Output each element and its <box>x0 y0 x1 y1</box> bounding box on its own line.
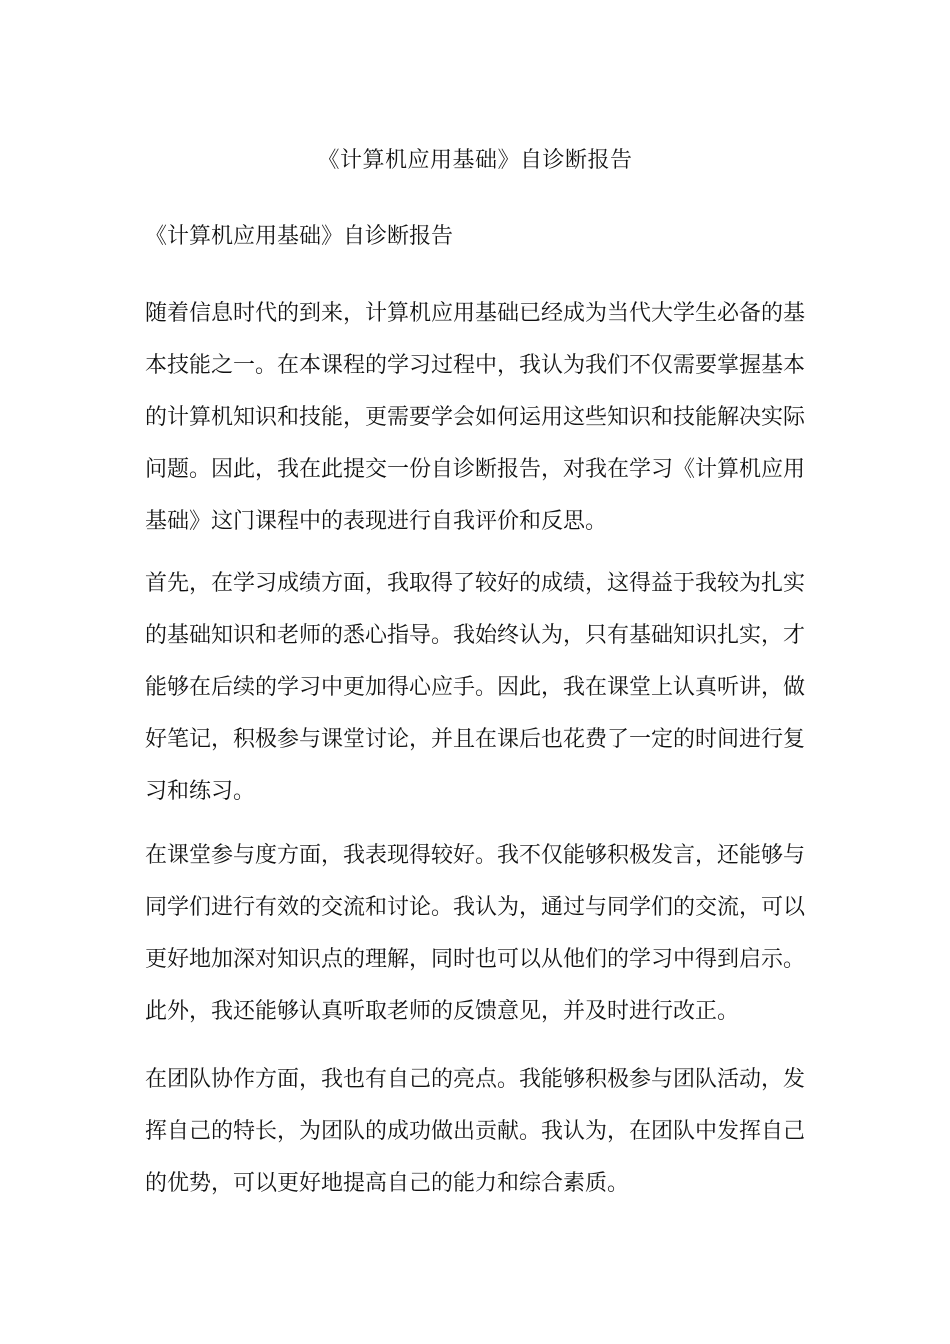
paragraph-intro: 随着信息时代的到来，计算机应用基础已经成为当代大学生必备的基本技能之一。在本课程的学习过程中，我认为我们不仅需要掌握基本的计算机知识和技能，更需要学会如何运用这些知识和技能解决实际问题。因此，我在此提交一份自诊断报告，对我在学习《计算机应用基础》这门课程中的表现进行自我评价和反思。 <box>145 301 806 534</box>
paragraph-participation: 在课堂参与度方面，我表现得较好。我不仅能够积极发言，还能够与同学们进行有效的交流和讨论。我认为，通过与同学们的交流，可以更好地加深对知识点的理解，同时也可以从他们的学习中得到启示。此外，我还能够认真听取老师的反馈意见，并及时进行改正。 <box>145 843 806 1024</box>
document-subtitle: 《计算机应用基础》自诊断报告 <box>145 224 454 249</box>
paragraph-grades: 首先，在学习成绩方面，我取得了较好的成绩，这得益于我较为扎实的基础知识和老师的悉心指导。我始终认为，只有基础知识扎实，才能够在后续的学习中更加得心应手。因此，我在课堂上认真听讲，做好笔记，积极参与课堂讨论，并且在课后也花费了一定的时间进行复习和练习。 <box>145 571 806 804</box>
paragraph-teamwork: 在团队协作方面，我也有自己的亮点。我能够积极参与团队活动，发挥自己的特长，为团队的成功做出贡献。我认为，在团队中发挥自己的优势，可以更好地提高自己的能力和综合素质。 <box>145 1067 806 1196</box>
document-title: 《计算机应用基础》自诊断报告 <box>317 148 633 173</box>
